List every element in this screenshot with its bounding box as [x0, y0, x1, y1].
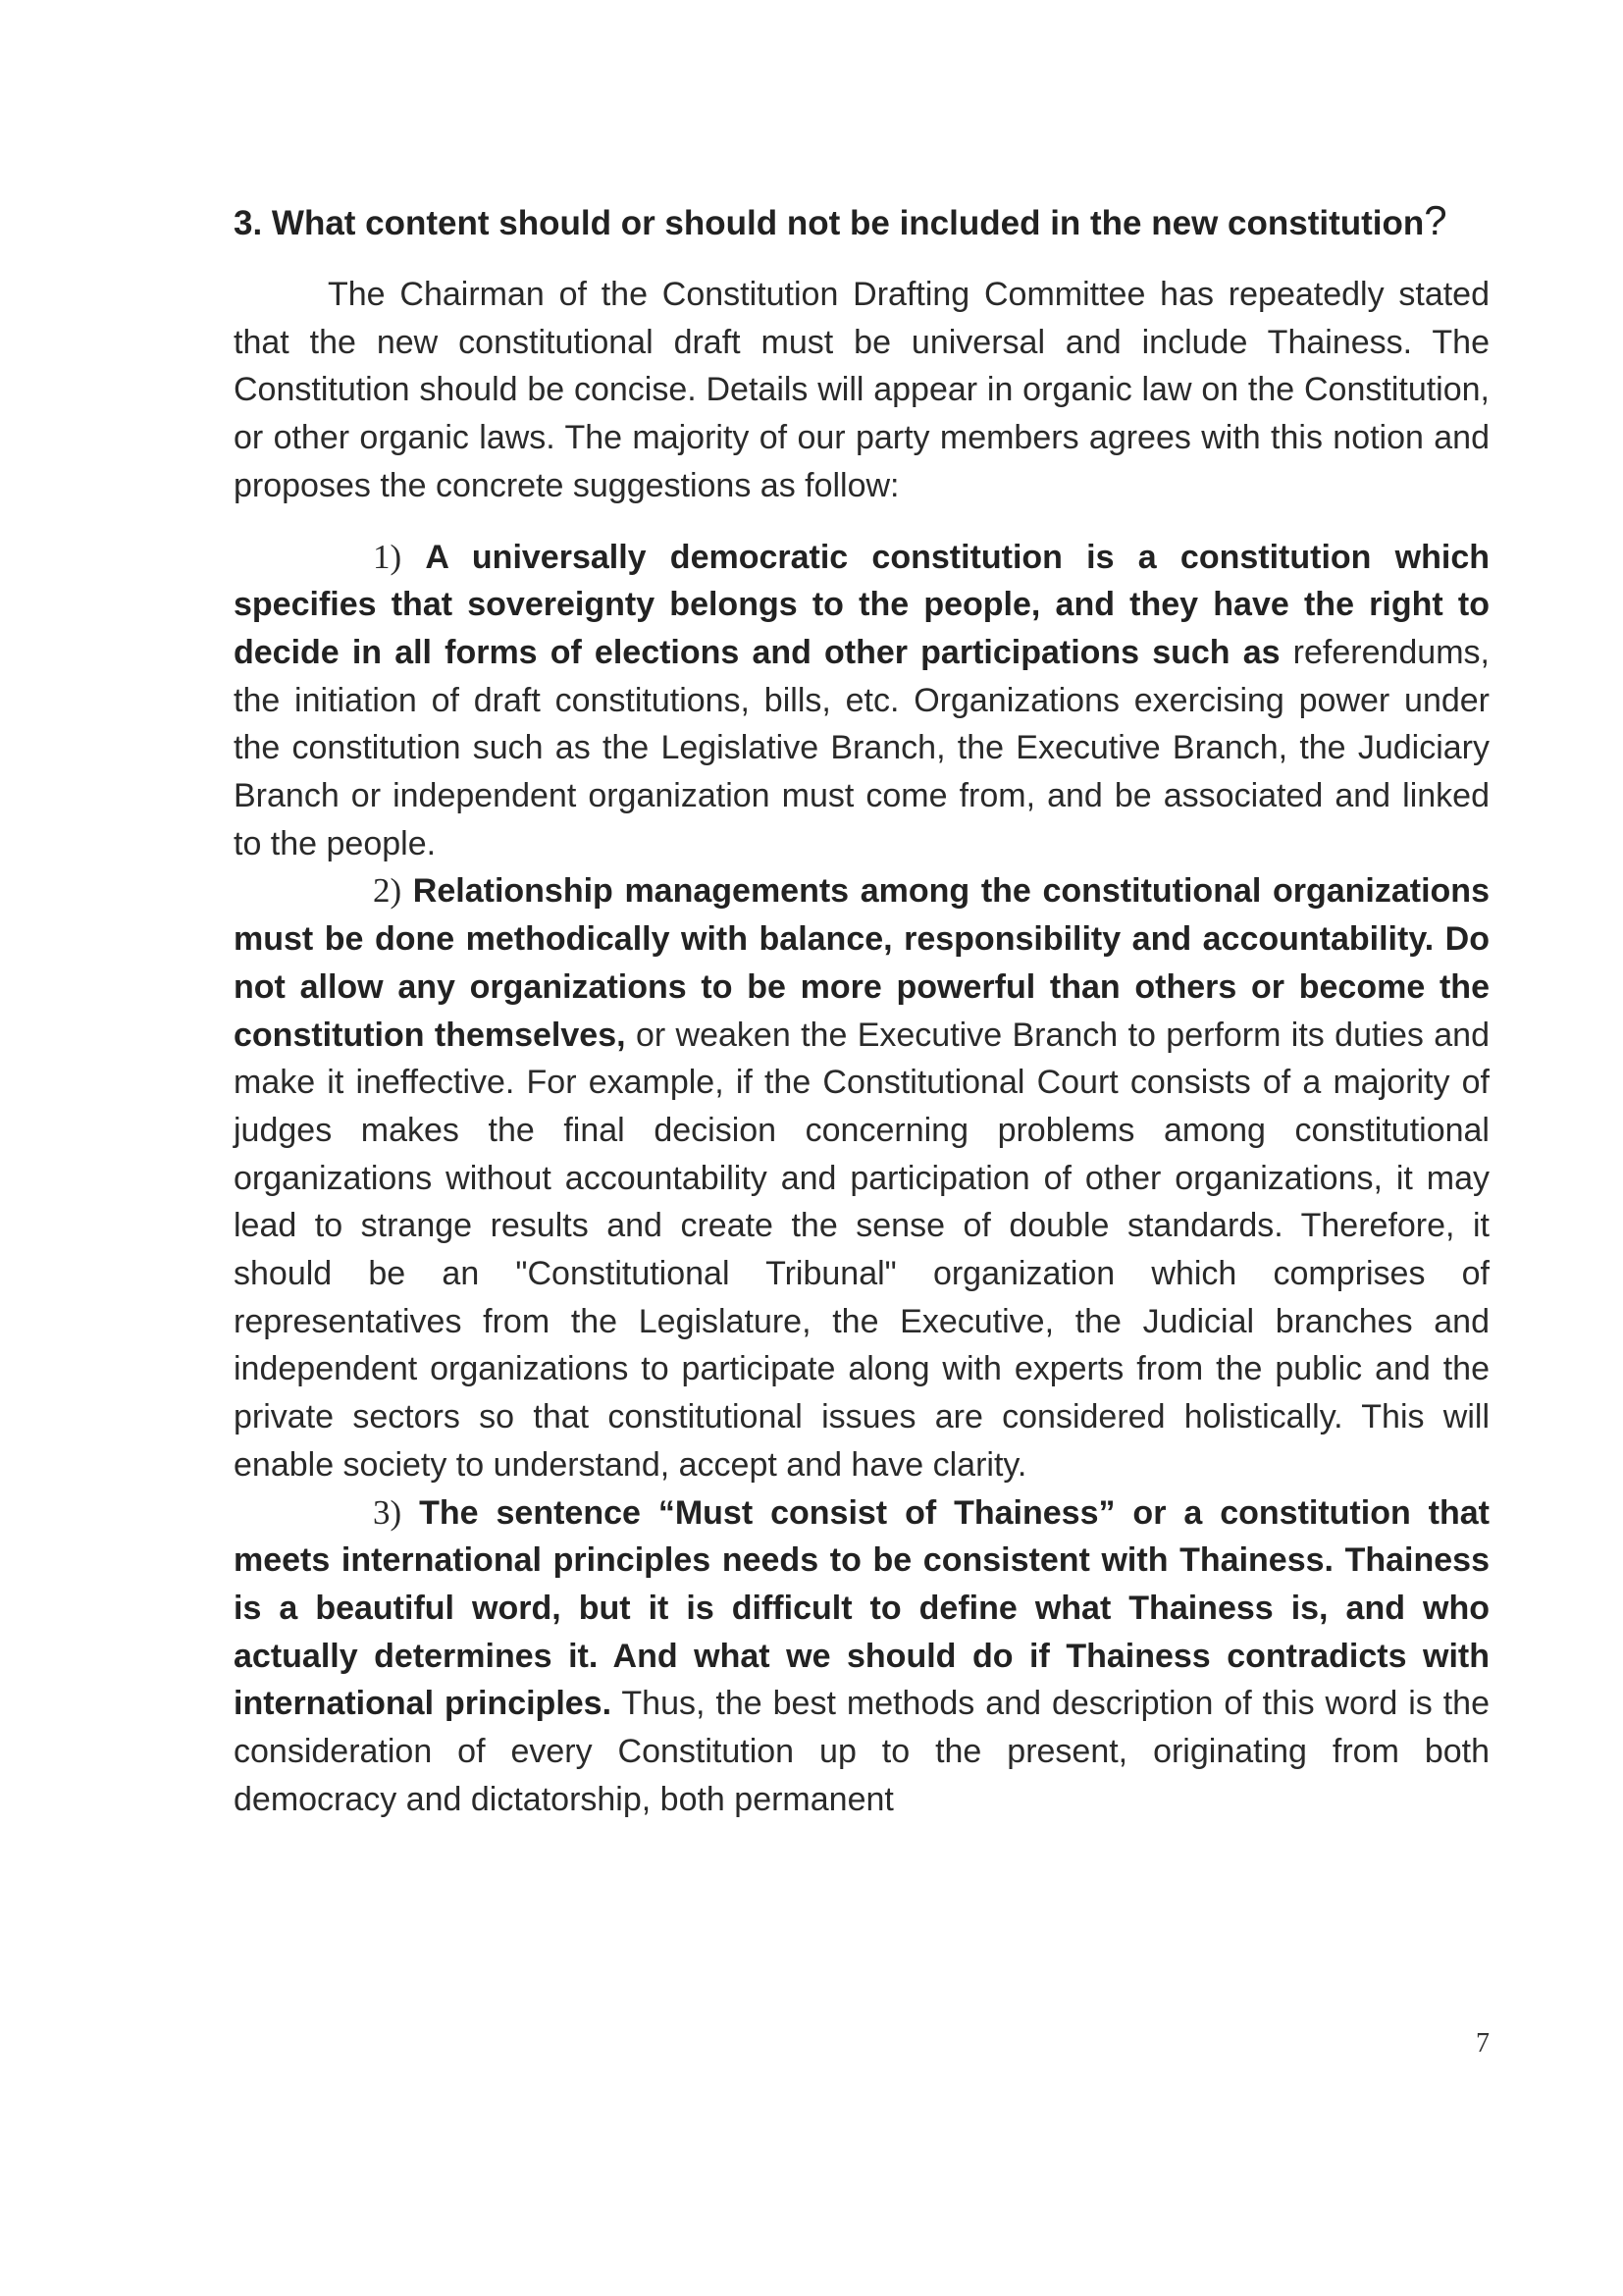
intro-paragraph: The Chairman of the Constitution Drafting Committee has repeatedly stated that the new constitutional draft must be universal and include Thainess. The Constitution should be concise. Details will appear in organic law on the Constitution, or other organic laws. The majority of our party members agrees with this notion and proposes the concrete suggestions as follow:	[234, 276, 1490, 504]
list-item-2-bold-text: Relationship managements among the constitutional organizations must be done methodically with balance, responsibility and accountability. Do not allow any organizations to be more powerful than others or become the constitution themselves,	[234, 872, 1490, 1054]
list-item-2	[234, 867, 1490, 1488]
list-item-1-number: 1)	[373, 537, 402, 576]
list-item-2-text: or weaken the Executive Branch to perform its duties and make it ineffective. For example, if the Constitutional Court consists of a majority of judges makes the final decision concerning problems among constitutional organizations without accountability and participation of other organizations, it may lead to strange results and create the sense of double standards. Therefore, it should be an "Constitutional Tribunal" organization which comprises of representatives from the Legislature, the Executive, the Judicial branches and independent organizations to participate along with experts from the public and the private sectors so that constitutional issues are considered holistically. This will enable society to understand, accept and have clarity.	[234, 1016, 1490, 1484]
list-item-1	[234, 534, 1490, 868]
list-item-3-number: 3)	[373, 1492, 402, 1532]
list-item-3-text: Thus, the best methods and description of this word is the consideration of every Constitution up to the present, originating from both democracy and dictatorship, both permanent	[234, 1685, 1490, 1818]
list-item-3-bold-text: The sentence “Must consist of Thainess” or a constitution that meets international principles needs to be consistent with Thainess. Thainess is a beautiful word, but it is difficult to define what Thainess is, and who actually determines it. And what we should do if Thainess contradicts with international principles.	[234, 1493, 1490, 1723]
list-item-3	[234, 1489, 1490, 1824]
list-item-1-text: referendums, the initiation of draft constitutions, bills, etc. Organizations exercising power under the constitution such as the Legislative Branch, the Executive Branch, the Judiciary Branch or independent organization must come from, and be associated and linked to the people.	[234, 633, 1490, 862]
list-item-1-bold-text: A universally democratic constitution is a constitution which specifies that sovereignty belongs to the people, and they have the right to decide in all forms of elections and other participations such as	[234, 538, 1490, 671]
document-page	[234, 192, 1490, 1824]
list-item-2-number: 2)	[373, 871, 402, 911]
section-heading-text: 3. What content should or should not be included in the new constitution	[234, 204, 1425, 242]
section-heading	[234, 192, 1490, 251]
page-number: 7	[1476, 2028, 1490, 2059]
section-heading-question-mark: ?	[1424, 197, 1447, 243]
